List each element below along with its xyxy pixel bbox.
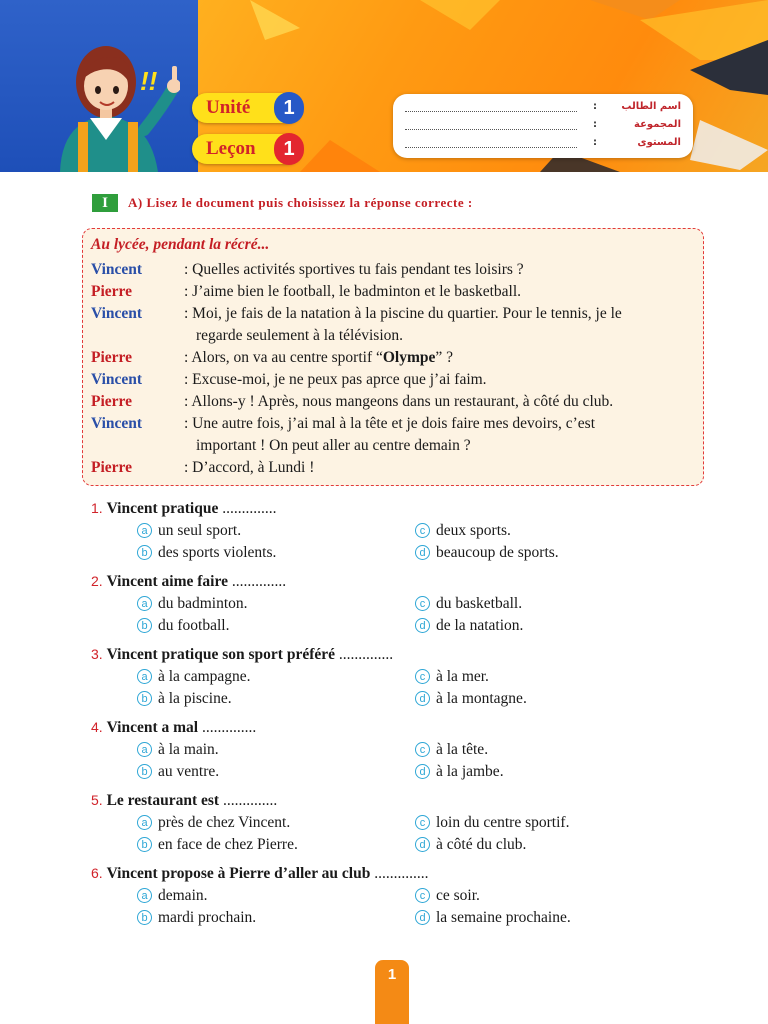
line-text: : Allons-y ! Après, nous mangeons dans un restaurant, à côté du club. <box>184 393 614 410</box>
lesson-pill <box>192 134 302 164</box>
option-text: au ventre. <box>158 763 220 780</box>
speaker-name: Pierre <box>91 283 133 300</box>
option-text: loin du centre sportif. <box>436 814 570 831</box>
option-a[interactable] <box>137 595 248 613</box>
question-number: 5. <box>91 792 103 808</box>
question-number: 1. <box>91 500 103 516</box>
student-info-box <box>393 94 693 158</box>
answer-blank: .............. <box>335 646 394 663</box>
speaker-name: Pierre <box>91 393 133 410</box>
unit-pill <box>192 93 302 123</box>
question-stem: Vincent aime faire <box>106 573 228 590</box>
line-text-continued: regarde seulement à la télévision. <box>196 327 404 344</box>
question-number: 4. <box>91 719 103 735</box>
dialogue-title: Au lycée, pendant la récré... <box>91 236 270 253</box>
option-letter-icon: a <box>137 669 152 684</box>
unit-label: Unité <box>206 97 251 118</box>
student-character-icon <box>40 0 180 172</box>
option-b[interactable] <box>137 690 232 708</box>
group-label: المجموعة <box>634 119 681 130</box>
option-c[interactable] <box>415 814 569 832</box>
option-text: beaucoup de sports. <box>436 544 559 561</box>
question-number: 6. <box>91 865 103 881</box>
option-b[interactable] <box>137 909 256 927</box>
dialogue-box <box>82 228 704 486</box>
option-text: du badminton. <box>158 595 248 612</box>
option-d[interactable] <box>415 763 504 781</box>
option-b[interactable] <box>137 617 229 635</box>
option-a[interactable] <box>137 522 241 540</box>
option-letter-icon: d <box>415 764 430 779</box>
option-text: mardi prochain. <box>158 909 257 926</box>
option-text: à côté du club. <box>436 836 527 853</box>
option-c[interactable] <box>415 887 480 905</box>
speaker-name: Pierre <box>91 349 133 366</box>
place-name: Olympe <box>382 349 436 366</box>
section-title: A) Lisez le document puis choisissez la réponse correcte : <box>128 195 473 210</box>
group-field[interactable]: : المجموعة <box>403 119 685 137</box>
option-letter-icon: a <box>137 596 152 611</box>
option-text: de la natation. <box>436 617 524 634</box>
option-d[interactable] <box>415 544 559 562</box>
option-a[interactable] <box>137 887 208 905</box>
option-d[interactable] <box>415 690 527 708</box>
student-name-label: اسم الطالب <box>621 101 681 112</box>
section-badge: I <box>92 194 118 212</box>
speaker-name: Pierre <box>91 459 133 476</box>
option-text: du football. <box>158 617 230 634</box>
option-text: à la montagne. <box>436 690 527 707</box>
option-c[interactable] <box>415 522 511 540</box>
option-text: des sports violents. <box>158 544 277 561</box>
option-b[interactable] <box>137 763 219 781</box>
speaker-name: Vincent <box>91 261 143 278</box>
line-text-end: ” ? <box>435 349 454 366</box>
option-a[interactable] <box>137 668 251 686</box>
question-number: 3. <box>91 646 103 662</box>
option-letter-icon: d <box>415 618 430 633</box>
option-c[interactable] <box>415 741 488 759</box>
answer-blank: .............. <box>370 865 429 882</box>
option-c[interactable] <box>415 595 522 613</box>
question-stem: Vincent pratique son sport préféré <box>106 646 336 663</box>
line-text: : D’accord, à Lundi ! <box>184 459 315 476</box>
answer-blank: .............. <box>198 719 257 736</box>
option-text: près de chez Vincent. <box>158 814 291 831</box>
option-b[interactable] <box>137 544 276 562</box>
page-header <box>0 0 768 172</box>
line-text: : Moi, je fais de la natation à la piscine du quartier. Pour le tennis, je le <box>184 305 622 322</box>
line-text: : Quelles activités sportives tu fais pendant tes loisirs ? <box>184 261 524 278</box>
option-text: du basketball. <box>436 595 523 612</box>
lesson-label: Leçon <box>206 138 256 159</box>
answer-blank: .............. <box>227 573 287 590</box>
option-letter-icon: b <box>137 691 152 706</box>
option-d[interactable] <box>415 836 526 854</box>
option-a[interactable] <box>137 814 290 832</box>
option-b[interactable] <box>137 836 298 854</box>
question-stem: Vincent pratique <box>106 500 219 517</box>
option-d[interactable] <box>415 617 523 635</box>
option-d[interactable] <box>415 909 571 927</box>
option-letter-icon: c <box>415 596 430 611</box>
option-letter-icon: c <box>415 523 430 538</box>
option-letter-icon: c <box>415 669 430 684</box>
option-letter-icon: c <box>415 888 430 903</box>
speaker-name: Vincent <box>91 415 143 432</box>
option-text: ce soir. <box>436 887 480 904</box>
option-letter-icon: a <box>137 523 152 538</box>
option-text: deux sports. <box>436 522 511 539</box>
option-letter-icon: d <box>415 691 430 706</box>
option-letter-icon: c <box>415 742 430 757</box>
level-label: المستوى <box>637 137 681 148</box>
question-stem: Vincent propose à Pierre d’aller au club <box>106 865 371 882</box>
option-letter-icon: d <box>415 837 430 852</box>
option-text: à la mer. <box>436 668 489 685</box>
option-letter-icon: b <box>137 764 152 779</box>
answer-blank: .............. <box>218 500 277 517</box>
speaker-name: Vincent <box>91 305 143 322</box>
option-text: demain. <box>158 887 208 904</box>
exclamation-marks: !! <box>140 66 158 96</box>
option-text: à la campagne. <box>158 668 251 685</box>
speaker-name: Vincent <box>91 371 143 388</box>
page-number-tab <box>375 960 409 1024</box>
unit-number: 1 <box>274 92 304 124</box>
line-text: : Alors, on va au centre sportif “ <box>184 349 383 366</box>
option-letter-icon: b <box>137 837 152 852</box>
student-name-field[interactable]: : اسم الطالب <box>403 101 685 119</box>
line-text-continued: important ! On peut aller au centre demain ? <box>196 437 471 454</box>
level-field[interactable]: : المستوى <box>403 137 685 155</box>
question-stem: Vincent a mal <box>106 719 199 736</box>
lesson-number: 1 <box>274 133 304 165</box>
option-text: la semaine prochaine. <box>436 909 571 926</box>
question-number: 2. <box>91 573 103 589</box>
option-a[interactable] <box>137 741 219 759</box>
line-text: : Une autre fois, j’ai mal à la tête et je dois faire mes devoirs, c’est <box>184 415 596 432</box>
option-letter-icon: a <box>137 888 152 903</box>
option-text: un seul sport. <box>158 522 242 539</box>
option-letter-icon: a <box>137 815 152 830</box>
option-text: à la jambe. <box>436 763 504 780</box>
option-letter-icon: b <box>137 618 152 633</box>
option-letter-icon: c <box>415 815 430 830</box>
answer-blank: .............. <box>219 792 278 809</box>
option-text: en face de chez Pierre. <box>158 836 298 853</box>
page-number: 1 <box>387 966 397 983</box>
option-text: à la main. <box>158 741 219 758</box>
option-text: à la tête. <box>436 741 489 758</box>
option-letter-icon: b <box>137 545 152 560</box>
line-text: : J’aime bien le football, le badminton et le basketball. <box>184 283 522 300</box>
question-stem: Le restaurant est <box>106 792 220 809</box>
line-text: : Excuse-moi, je ne peux pas aprce que j’ai faim. <box>184 371 487 388</box>
option-letter-icon: d <box>415 910 430 925</box>
option-c[interactable] <box>415 668 489 686</box>
option-letter-icon: a <box>137 742 152 757</box>
option-letter-icon: d <box>415 545 430 560</box>
option-letter-icon: b <box>137 910 152 925</box>
option-text: à la piscine. <box>158 690 232 707</box>
